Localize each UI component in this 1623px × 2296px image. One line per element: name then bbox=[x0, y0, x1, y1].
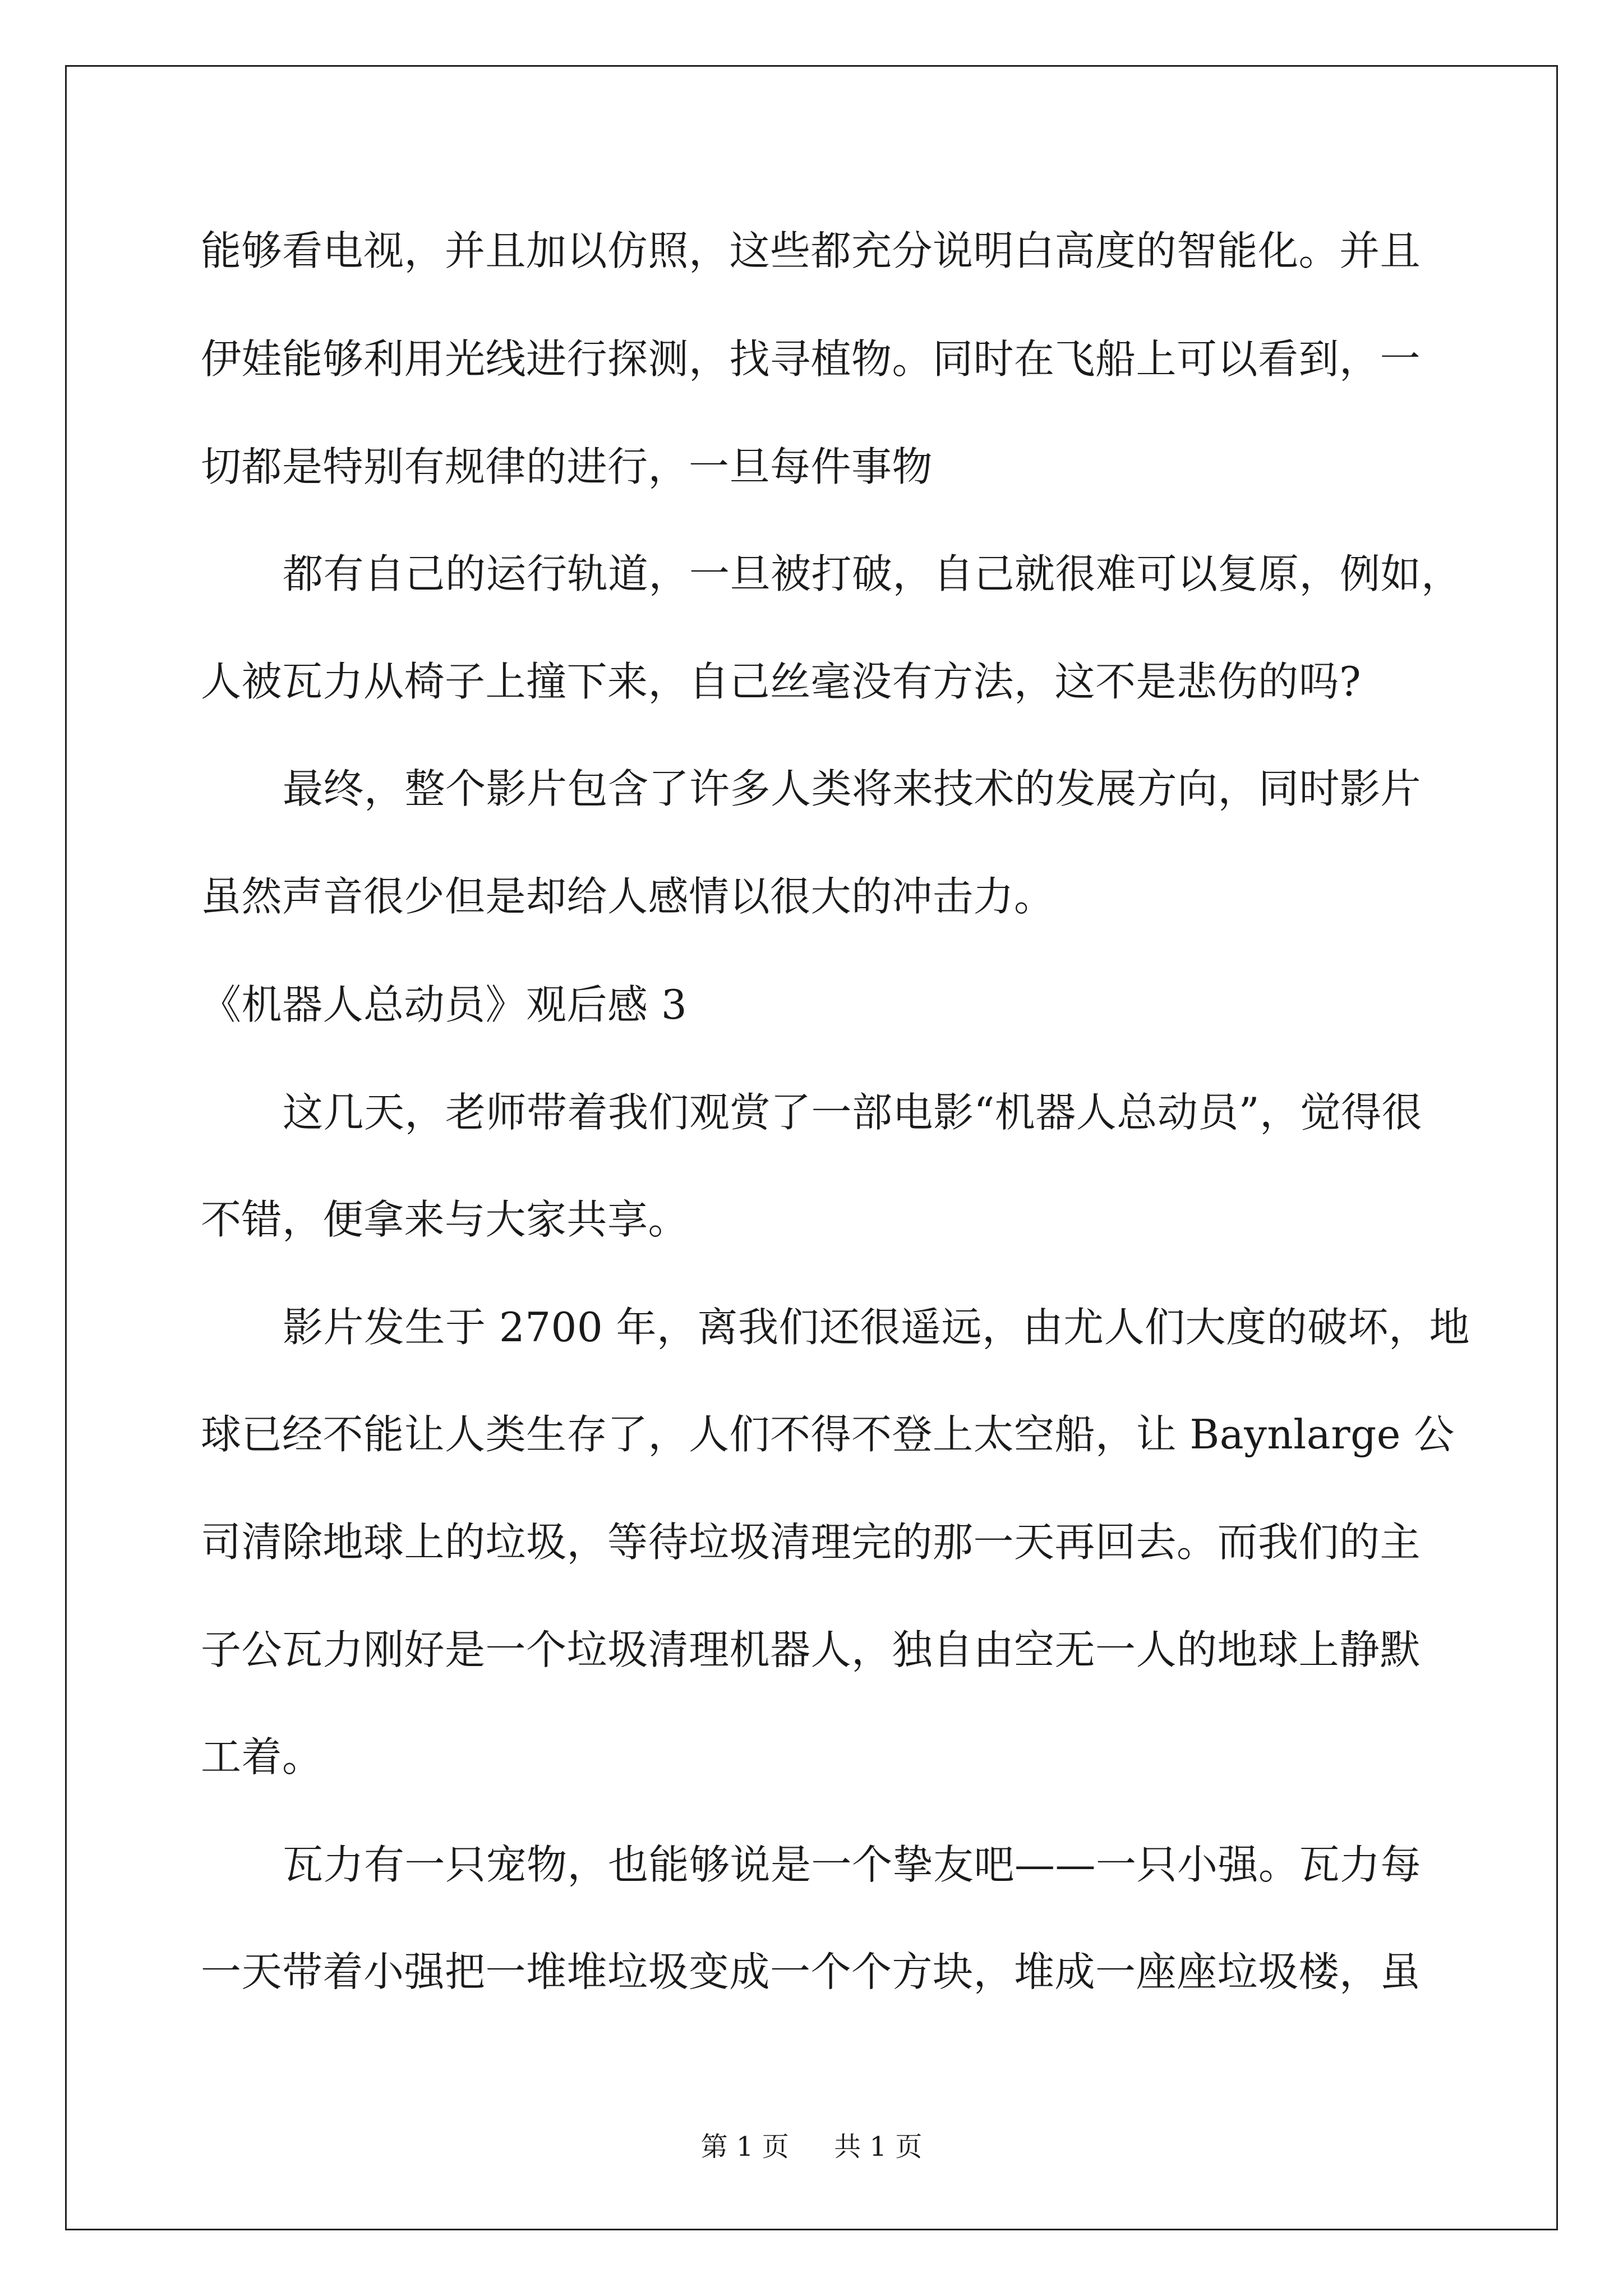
section-heading: 《机器人总动员》观后感 3 bbox=[201, 981, 688, 1028]
body-line: 司清除地球上的垃圾，等待垃圾清理完的那一天再回去。而我们的主 bbox=[201, 1519, 1421, 1566]
paragraph-first-line: 都有自己的运行轨道，一旦被打破，自己就很难可以复原，例如， bbox=[283, 550, 1462, 597]
page-number-current: 第 1 页 bbox=[700, 2131, 789, 2162]
paragraph-first-line: 这几天，老师带着我们观赏了一部电影“机器人总动员”，觉得很 bbox=[283, 1089, 1423, 1136]
body-line: 球已经不能让人类生存了，人们不得不登上太空船，让 Baynlarge 公 bbox=[201, 1411, 1455, 1458]
body-line: 虽然声音很少但是却给人感情以很大的冲击力。 bbox=[201, 873, 1055, 920]
body-line: 不错，便拿来与大家共享。 bbox=[201, 1196, 689, 1243]
body-line: 子公瓦力刚好是一个垃圾清理机器人，独自由空无一人的地球上静默 bbox=[201, 1626, 1421, 1673]
body-line: 切都是特别有规律的进行，一旦每件事物 bbox=[201, 443, 933, 490]
body-line: 人被瓦力从椅子上撞下来，自己丝毫没有方法，这不是悲伤的吗? bbox=[201, 658, 1362, 705]
body-line: 工着。 bbox=[201, 1733, 323, 1780]
page-footer bbox=[0, 2129, 1623, 2165]
paragraph-first-line: 瓦力有一只宠物，也能够说是一个挚友吧——一只小强。瓦力每 bbox=[283, 1841, 1422, 1888]
paragraph-first-line: 最终，整个影片包含了许多人类将来技术的发展方向，同时影片 bbox=[283, 765, 1422, 812]
page-number-total: 共 1 页 bbox=[834, 2131, 923, 2162]
paragraph-first-line: 影片发生于 2700 年，离我们还很遥远，由尤人们大度的破坏，地 bbox=[283, 1304, 1470, 1351]
page-border bbox=[65, 65, 1558, 2230]
body-line: 伊娃能够利用光线进行探测，找寻植物。同时在飞船上可以看到，一 bbox=[201, 335, 1421, 383]
body-line: 一天带着小强把一堆堆垃圾变成一个个方块，堆成一座座垃圾楼，虽 bbox=[201, 1948, 1421, 1995]
body-line: 能够看电视，并且加以仿照，这些都充分说明白高度的智能化。并且 bbox=[201, 227, 1421, 274]
